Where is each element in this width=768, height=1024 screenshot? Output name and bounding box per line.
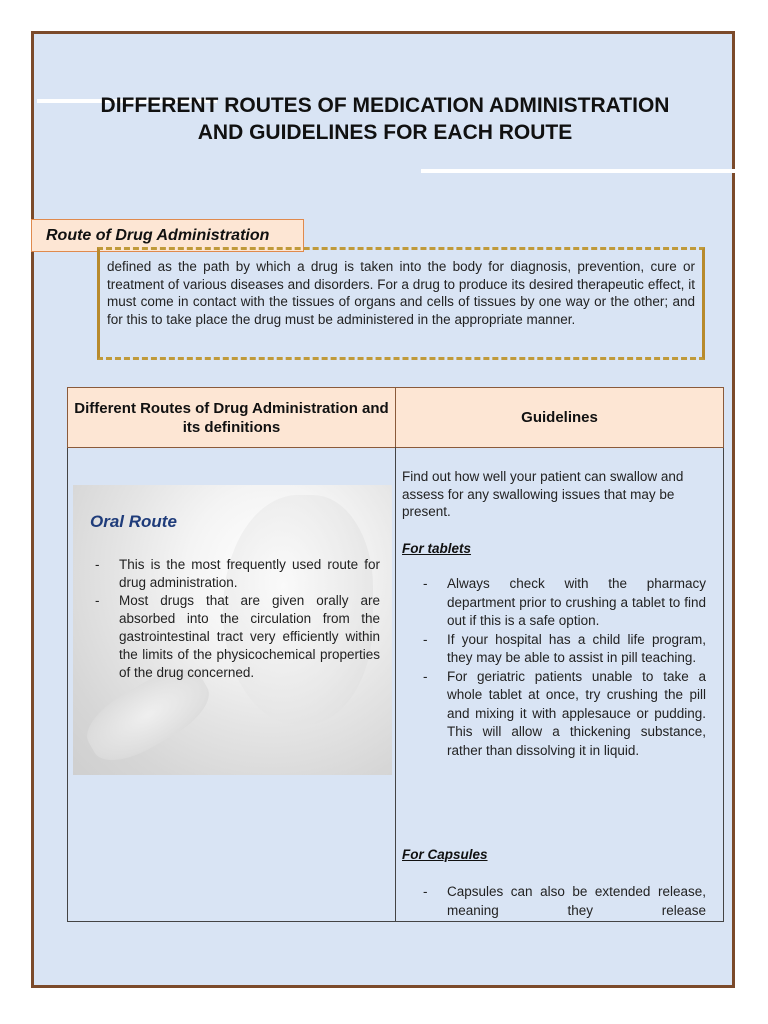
oral-route-title: Oral Route <box>90 512 177 531</box>
guidelines-intro: Find out how well your patient can swallow and assess for any swallowing issues that may be present. <box>402 469 684 519</box>
list-item: - For geriatric patients unable to take a whole tablet at once, try crushing the pill and mixing it with applesauce or pudding. This will allow a thickening substance, rather than dissolving it in liquid. <box>423 668 706 758</box>
tablet-guideline-text: Always check with the pharmacy department prior to crushing a tablet to find out if this is a safe option. <box>447 576 706 628</box>
column-divider <box>395 447 396 922</box>
capsule-guideline-text: Capsules can also be extended release, meaning they release <box>447 884 706 918</box>
tablet-guideline-text: If your hospital has a child life program, they may be able to assist in pill teaching. <box>447 631 706 665</box>
table-header-routes: Different Routes of Drug Administration and its definitions <box>67 387 396 448</box>
list-item: - If your hospital has a child life program, they may be able to assist in pill teaching. <box>423 631 706 665</box>
list-item: - Capsules can also be extended release, meaning they release <box>423 884 706 918</box>
oral-point-text: Most drugs that are given orally are absorbed into the circulation from the gastrointestinal tract very efficiently within the limits of the physicochemical properties of the drug concerned. <box>119 593 380 680</box>
oral-route-points <box>95 556 380 682</box>
table-header-guidelines: Guidelines <box>395 387 724 448</box>
route-section-label: Route of Drug Administration <box>31 219 304 252</box>
title-rule-bottom <box>421 169 738 173</box>
list-item: - This is the most frequently used route for drug administration. <box>95 557 380 590</box>
list-item: - Always check with the pharmacy department prior to crushing a tablet to find out if this is a safe option. <box>423 576 706 628</box>
tablets-guidelines <box>423 575 706 760</box>
capsules-heading: For Capsules <box>402 847 488 862</box>
route-definition: defined as the path by which a drug is taken into the body for diagnosis, prevention, cure or treatment of various diseases and disorders. For a drug to produce its desired therapeutic effect, it must come in contact with the tissues of organs and cells of tissues by one way or the other; and for this to take place the drug must be administered in the appropriate manner. <box>107 259 695 327</box>
tablets-heading: For tablets <box>402 541 472 556</box>
oral-point-text: This is the most frequently used route for drug administration. <box>119 557 380 590</box>
capsules-guidelines <box>423 883 706 920</box>
list-item: - Most drugs that are given orally are absorbed into the circulation from the gastrointestinal tract very efficiently within the limits of the physicochemical properties of the drug concerned. <box>95 593 380 680</box>
tablet-guideline-text: For geriatric patients unable to take a whole tablet at once, try crushing the pill and mixing it with applesauce or pudding. This will allow a thickening substance, rather than dissolving it in liquid. <box>447 668 706 758</box>
page-title: DIFFERENT ROUTES OF MEDICATION ADMINISTRATION AND GUIDELINES FOR EACH ROUTE <box>100 94 670 144</box>
